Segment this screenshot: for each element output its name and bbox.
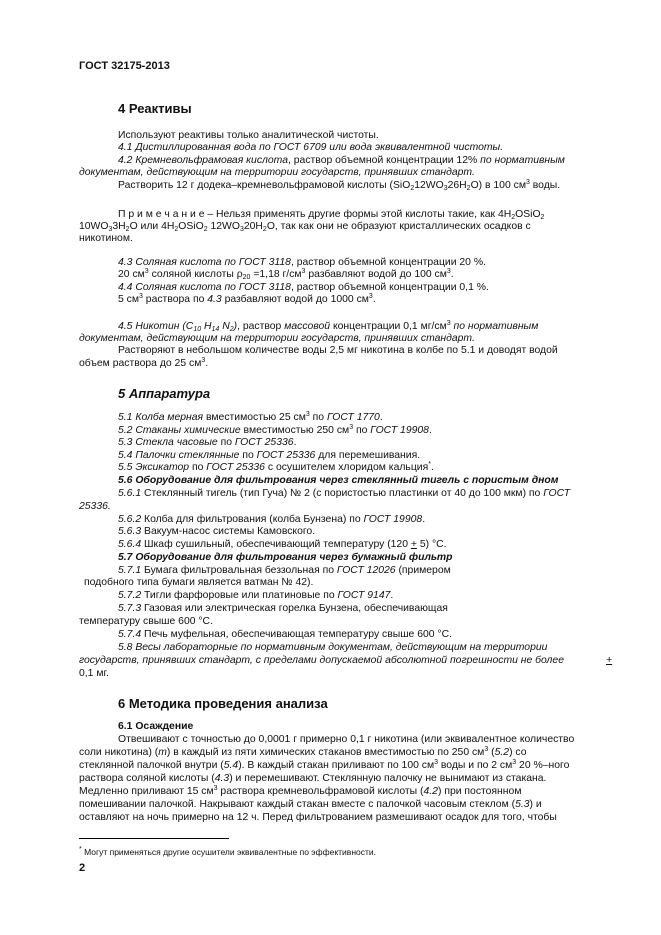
- s6-para-line5: Медленно приливают 15 $см^3$ раствора кремневольфрамовой кислоты (4.2) при постоянном: [79, 785, 522, 797]
- s5-item-5-8-line1: 5.8 Весы лабораторные по нормативным документам, действующим на территории: [118, 642, 548, 653]
- s5-item-5-7-3-cont: температуру свыше 600 °С.: [79, 616, 213, 627]
- s5-item-5-5: 5.5 Эксикатор по ГОСТ 25336 с осушителем хлоридом кальция*.: [118, 461, 434, 473]
- s5-item-5-8-line3: 0,1 мг.: [79, 668, 109, 679]
- s6-para-line4: раствора соляной кислоты (4.3) и перемешивают. Стеклянную палочку не вынимают из стакана.: [79, 773, 547, 784]
- s4-item-4-3-dilution: 20 $см^3$ соляной кислоты $\rho_{20} =1,18$ $г/см^3$ разбавляют водой до 100 $см^3$.: [118, 268, 454, 281]
- s6-para-line3: стеклянной палочкой внутри (5.4). В каждый стакан приливают по 100 $см^3$ воды и по 2 $см^3$ 20 %–ного: [79, 759, 570, 771]
- s5-item-5-6-2: 5.6.2 Колба для фильтрования (колба Бунзена) по ГОСТ 19908.: [118, 514, 426, 525]
- s5-item-5-7-1: 5.7.1 Бумага фильтровальная беззольная по ГОСТ 12026 (примером: [118, 565, 451, 576]
- s4-item-4-5-line4: объем раствора до 25 $см^3$.: [79, 357, 209, 369]
- s5-item-5-7-3: 5.7.3 Газовая или электрическая горелка Бунзена, обеспечивающая: [118, 603, 448, 614]
- s4-item-4-1: 4.1 Дистиллированная вода по ГОСТ 6709 или вода эквивалентной чистоты.: [118, 142, 504, 153]
- section-4-title: 4 Реактивы: [118, 101, 192, 116]
- s5-item-5-7-2: 5.7.2 Тигли фарфоровые или платиновые по ГОСТ 9147.: [118, 590, 394, 601]
- s5-item-5-6-3: 5.6.3 Вакуум-насос системы Камовского.: [118, 526, 316, 537]
- page-number: 2: [79, 862, 86, 874]
- section-5-title: 5 Аппаратура: [118, 386, 211, 401]
- s6-para-line7: оставляют на ночь примерно на 12 ч. Перед фильтрованием размешивают осадок для того, чтобы: [79, 812, 557, 823]
- s4-item-4-3: 4.3 Соляная кислота по ГОСТ 3118, раствор объемной концентрации 20 %.: [118, 257, 486, 268]
- s5-item-5-6-1-cont: 25336.: [79, 501, 111, 512]
- s5-item-5-7-1-cont: подобного типа бумаги является ватман № 42).: [84, 577, 314, 588]
- s5-item-5-8-line2: государств, принявших стандарт, с пределами допускаемой абсолютной погрешности не более: [79, 655, 564, 666]
- note-line1: П р и м е ч а н и е – Нельзя применять другие формы этой кислоты такие, как $4H_2OSiO_2$: [118, 209, 545, 221]
- s4-item-4-5-line2: документам, действующим на территории государств, принявших стандарт.: [79, 333, 475, 344]
- s5-item-5-1: 5.1 Колба мерная вместимостью 25 $см^3$ по ГОСТ 1770.: [118, 411, 383, 423]
- s4-item-4-5-line1: 4.5 Никотин ($C_{10}$ $H_{14}$ $N_2$), раствор массовой концентрации 0,1 $мг/см^3$ по нормативным: [118, 320, 539, 333]
- subsection-6-1-title: 6.1 Осаждение: [118, 721, 194, 732]
- s4-item-4-2-line1: 4.2 Кремневольфрамовая кислота, раствор объемной концентрации 12% по нормативным: [118, 155, 565, 166]
- s5-item-5-2: 5.2 Стаканы химические вместимостью 250 $см^3$ по ГОСТ 19908.: [118, 424, 432, 436]
- s6-para-line6: помешивании палочкой. Накрывают каждый стакан вместе с палочкой часовым стеклом (5.3) и: [79, 799, 542, 810]
- s4-item-4-2-line2: документам, действующим на территории государств, принявших стандарт.: [79, 167, 475, 178]
- s4-intro: Используют реактивы только аналитической чистоты.: [118, 130, 379, 141]
- footnote-rule: [79, 838, 229, 839]
- s5-item-5-4: 5.4 Палочки стеклянные по ГОСТ 25336 для перемешивания.: [118, 450, 421, 461]
- s5-item-5-7-4: 5.7.4 Печь муфельная, обеспечивающая температуру свыше 600 °С.: [118, 629, 452, 640]
- s5-item-5-6: 5.6 Оборудование для фильтрования через стеклянный тигель с пористым дном: [118, 475, 559, 486]
- section-6-title: 6 Методика проведения анализа: [118, 696, 328, 711]
- note-line3: никотином.: [79, 233, 133, 244]
- document-code-header: ГОСТ 32175-2013: [79, 60, 170, 72]
- footnote: * Могут применяться другие осушители эквивалентные по эффективности.: [79, 846, 376, 857]
- s4-item-4-5-line3: Растворяют в небольшом количестве воды 2,5 мг никотина в колбе по 5.1 и доводят водой: [118, 345, 558, 356]
- s5-item-5-8-plusminus: +: [606, 655, 613, 666]
- note-line2: $10WO_33H_2O$ или $4H_2OSiO_2$ $12WO_320H_2O$, так как они не образуют кристаллических осадков с: [79, 221, 531, 233]
- s6-para-line1: Отвешивают с точностью до 0,0001 г примерно 0,1 г никотина (или эквивалентное количество: [118, 734, 575, 745]
- s5-item-5-7: 5.7 Оборудование для фильтрования через бумажный фильтр: [118, 552, 453, 563]
- s4-item-4-4-dilution: 5 $см^3$ раствора по 4.3 разбавляют водой до 1000 $см^3$.: [118, 293, 376, 305]
- s4-item-4-4: 4.4 Соляная кислота по ГОСТ 3118, раствор объемной концентрации 0,1 %.: [118, 282, 489, 293]
- s4-item-4-2-line3: Растворить 12 г додека–кремневольфрамовой кислоты $(SiO_212WO_326H_2O)$ в 100 $см^3$ воды.: [118, 179, 561, 192]
- s5-item-5-6-1: 5.6.1 Стеклянный тигель (тип Гуча) № 2 (с пористостью пластинки от 40 до 100 мкм) по ГОСТ: [118, 488, 571, 499]
- s5-item-5-6-4: 5.6.4 Шкаф сушильный, обеспечивающий температуру (120 + 5) °С.: [118, 539, 447, 550]
- s6-para-line2: соли никотина) (m) в каждый из пяти химических стаканов вместимостью по 250 $см^3$ (5.2) со: [79, 746, 527, 758]
- s5-item-5-3: 5.3 Стекла часовые по ГОСТ 25336.: [118, 437, 297, 448]
